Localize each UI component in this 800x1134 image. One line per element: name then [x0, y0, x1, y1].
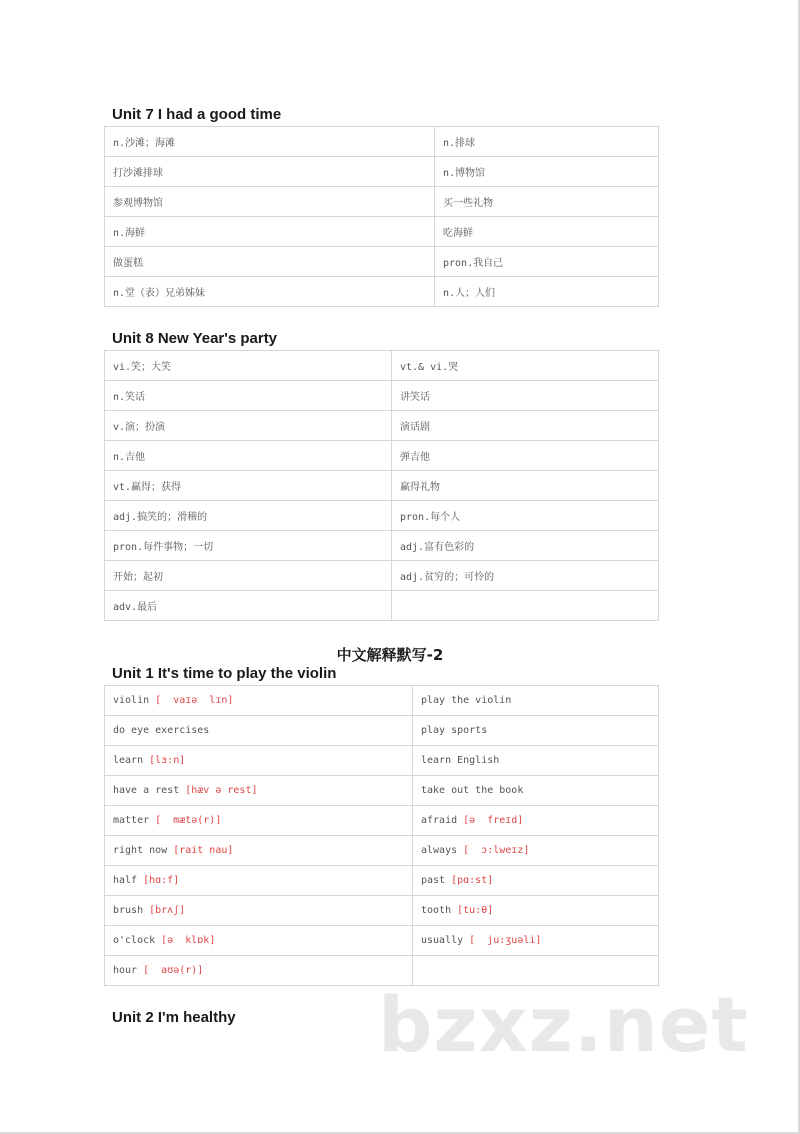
vocab-word: always — [421, 845, 458, 856]
vocab-cell — [392, 591, 659, 621]
vocab-cell: 演话剧 — [392, 411, 659, 441]
watermark: bzxz.net — [378, 980, 749, 1069]
vocab-cell — [413, 746, 659, 776]
vocab-cell: adv.最后 — [105, 591, 392, 621]
vocab-cell: pron.我自己 — [435, 247, 659, 277]
vocab-word: violin — [113, 695, 150, 706]
vocab-word: play the violin — [421, 695, 512, 706]
vocab-cell: n.堂（表）兄弟姊妹 — [105, 277, 435, 307]
vocab-cell: vi.笑；大笑 — [105, 351, 392, 381]
table-row — [105, 127, 659, 157]
table-row — [105, 157, 659, 187]
unit2-title: Unit 2 I'm healthy — [112, 1009, 236, 1026]
vocab-word: o'clock — [113, 935, 156, 946]
vocab-cell — [413, 686, 659, 716]
table-row — [105, 471, 659, 501]
table-row — [105, 926, 659, 956]
vocab-word: half — [113, 875, 138, 886]
vocab-word: have a rest — [113, 785, 180, 796]
table-row — [105, 501, 659, 531]
vocab-phonetic: [ə freɪd] — [463, 815, 524, 826]
vocab-cell: n.吉他 — [105, 441, 392, 471]
vocab-cell: vt.赢得；获得 — [105, 471, 392, 501]
vocab-word: play sports — [421, 725, 488, 736]
vocab-word: brush — [113, 905, 144, 916]
vocab-word: past — [421, 875, 446, 886]
vocab-cell: 吃海鲜 — [435, 217, 659, 247]
vocab-word: learn English — [421, 755, 500, 766]
table-row — [105, 531, 659, 561]
table-row — [105, 896, 659, 926]
table-row — [105, 746, 659, 776]
vocab-cell: pron.每件事物；一切 — [105, 531, 392, 561]
vocab-phonetic: [hæv ə rest] — [185, 785, 258, 796]
vocab-cell: n.笑话 — [105, 381, 392, 411]
vocab-cell: 赢得礼物 — [392, 471, 659, 501]
table-row — [105, 351, 659, 381]
unit7-vocab-table — [104, 126, 659, 307]
vocab-cell: n.海鲜 — [105, 217, 435, 247]
vocab-cell: 参观博物馆 — [105, 187, 435, 217]
table-row — [105, 217, 659, 247]
vocab-cell: n.博物馆 — [435, 157, 659, 187]
vocab-cell: n.沙滩；海滩 — [105, 127, 435, 157]
table-row — [105, 187, 659, 217]
table-row — [105, 686, 659, 716]
vocab-phonetic: [brʌʃ] — [149, 905, 186, 916]
vocab-cell: adj.搞笑的；滑稽的 — [105, 501, 392, 531]
vocab-cell: 打沙滩排球 — [105, 157, 435, 187]
vocab-word: matter — [113, 815, 150, 826]
vocab-word: learn — [113, 755, 144, 766]
vocab-cell: adj.富有色彩的 — [392, 531, 659, 561]
vocab-phonetic: [ aʊə(r)] — [143, 965, 204, 976]
vocab-word: hour — [113, 965, 138, 976]
vocab-word: right now — [113, 845, 168, 856]
vocab-cell — [105, 746, 413, 776]
vocab-phonetic: [lɜ:n] — [149, 755, 186, 766]
vocab-cell — [105, 866, 413, 896]
section-title: 中文解释默写-2 — [336, 646, 444, 664]
vocab-phonetic: [ ju:ʒuəli] — [469, 935, 542, 946]
vocab-phonetic: [ ɔ:lweɪz] — [463, 845, 530, 856]
unit1-title: Unit 1 It's time to play the violin — [112, 665, 337, 682]
vocab-phonetic: [ə klɒk] — [161, 935, 216, 946]
unit7-title: Unit 7 I had a good time — [112, 106, 282, 123]
table-row — [105, 716, 659, 746]
vocab-cell: 开始；起初 — [105, 561, 392, 591]
table-row — [105, 247, 659, 277]
vocab-cell — [105, 836, 413, 866]
table-row — [105, 561, 659, 591]
table-row — [105, 866, 659, 896]
vocab-cell: 讲笑话 — [392, 381, 659, 411]
vocab-cell: vt.& vi.哭 — [392, 351, 659, 381]
table-row — [105, 277, 659, 307]
vocab-cell: adj.贫穷的；可怜的 — [392, 561, 659, 591]
vocab-cell — [413, 806, 659, 836]
vocab-cell: 做蛋糕 — [105, 247, 435, 277]
vocab-word: do eye exercises — [113, 725, 210, 736]
vocab-cell — [105, 716, 413, 746]
vocab-phonetic: [pɑ:st] — [451, 875, 494, 886]
vocab-cell — [413, 896, 659, 926]
unit8-vocab-table — [104, 350, 659, 621]
vocab-cell — [105, 926, 413, 956]
table-row — [105, 836, 659, 866]
table-row — [105, 441, 659, 471]
vocab-phonetic: [rait nau] — [173, 845, 234, 856]
vocab-phonetic: [ vaɪə lɪn] — [155, 695, 234, 706]
vocab-word: afraid — [421, 815, 458, 826]
vocab-cell — [105, 806, 413, 836]
vocab-cell: v.演；扮演 — [105, 411, 392, 441]
table-row — [105, 776, 659, 806]
vocab-cell — [413, 926, 659, 956]
vocab-cell — [105, 956, 413, 986]
table-row — [105, 591, 659, 621]
vocab-phonetic: [ mætə(r)] — [155, 815, 222, 826]
vocab-cell — [413, 776, 659, 806]
vocab-word: take out the book — [421, 785, 524, 796]
vocab-word: usually — [421, 935, 464, 946]
vocab-cell — [413, 836, 659, 866]
vocab-cell: n.排球 — [435, 127, 659, 157]
vocab-cell — [105, 776, 413, 806]
vocab-word: tooth — [421, 905, 452, 916]
vocab-cell — [413, 866, 659, 896]
unit1-vocab-table — [104, 685, 659, 986]
vocab-phonetic: [hɑ:f] — [143, 875, 180, 886]
vocab-cell: pron.每个人 — [392, 501, 659, 531]
table-row — [105, 806, 659, 836]
table-row — [105, 381, 659, 411]
unit8-title: Unit 8 New Year's party — [112, 330, 278, 347]
vocab-cell — [105, 686, 413, 716]
vocab-cell — [413, 716, 659, 746]
vocab-cell: 弹吉他 — [392, 441, 659, 471]
vocab-cell: n.人；人们 — [435, 277, 659, 307]
vocab-cell — [105, 896, 413, 926]
table-row — [105, 411, 659, 441]
vocab-cell: 买一些礼物 — [435, 187, 659, 217]
vocab-phonetic: [tu:θ] — [457, 905, 494, 916]
